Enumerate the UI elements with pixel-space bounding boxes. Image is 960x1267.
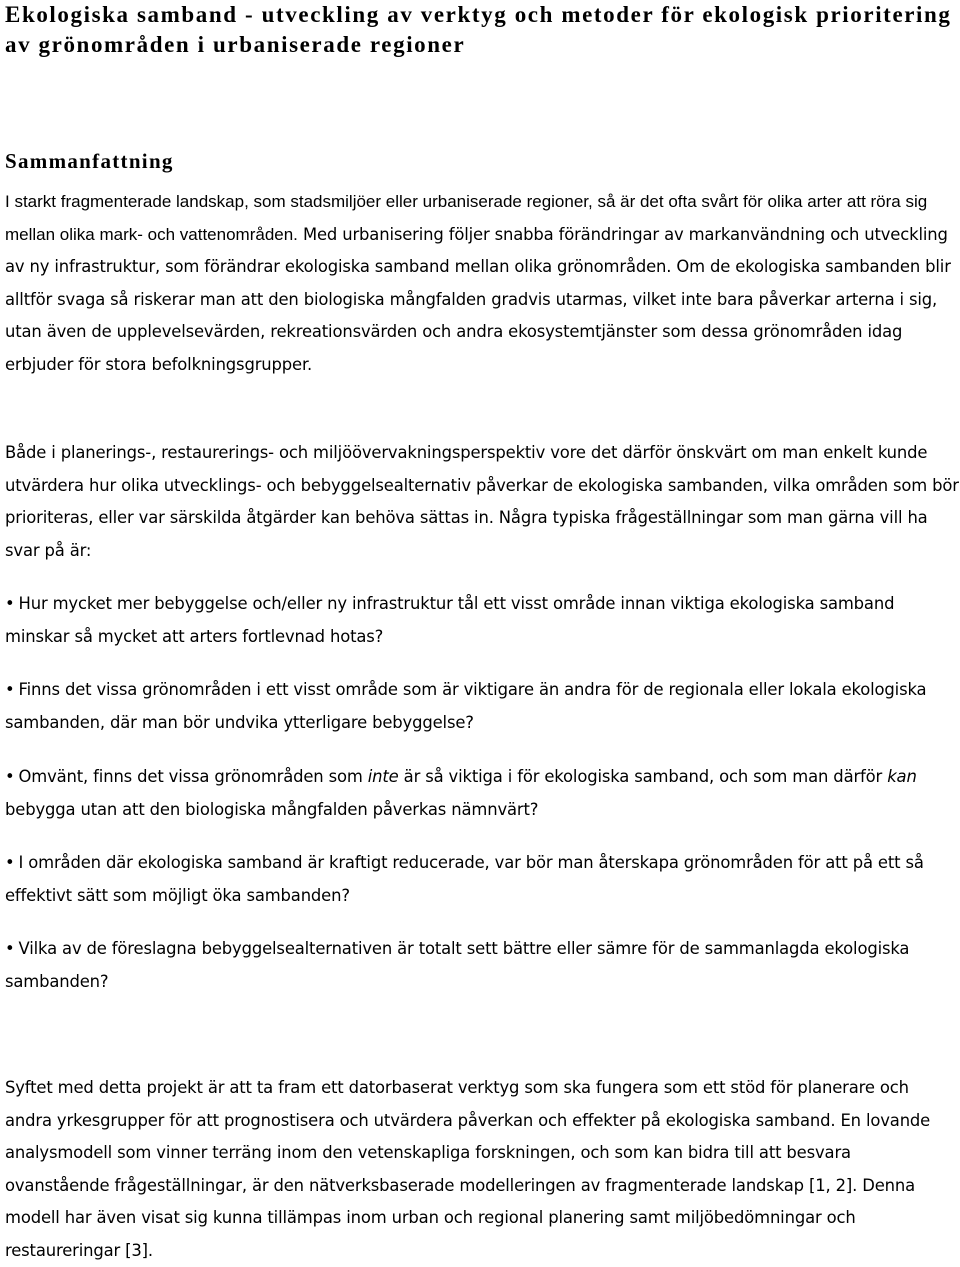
bullet-item-1 <box>5 588 960 653</box>
bullet-icon: • <box>5 680 15 699</box>
paragraph-intro-lead: I starkt fragmenterade landskap, som stadsmiljöer eller urbaniserade regioner, så är det ofta svårt för olika arter att röra sig mellan olika mark- och vattenområden. <box>5 192 928 244</box>
emphasis-text: kan <box>887 767 917 786</box>
document-title: Ekologiska samband - utveckling av verktyg och metoder för ekologisk prioritering av grönområden i urbaniserade regioner <box>5 2 952 57</box>
section-heading-summary: Sammanfattning <box>5 149 174 173</box>
bullet-item-text: Finns det vissa grönområden i ett visst område som är viktigare än andra för de regionala eller lokala ekologiska sambanden, där man bör undvika ytterligare bebyggelse? <box>5 680 927 732</box>
paragraph-purpose: Syftet med detta projekt är att ta fram ett datorbaserat verktyg som ska fungera som ett stöd för planerare och andra yrkesgrupper för att prognostisera och utvärdera påverkan och effekter på ekologiska samband. En lovande analysmodell som vinner terräng inom den vetenskapliga forskningen, och som kan bidra till att besvara ovanstående frågeställningar, är den nätverksbaserade modelleringen av fragmenterade landskap [1, 2]. Denna modell har även visat sig kunna tillämpas inom urban och regional planering samt miljöbedömningar och restaureringar [3]. <box>5 1078 931 1260</box>
bullet-item-3 <box>5 761 960 826</box>
bullet-icon: • <box>5 853 15 872</box>
bullet-item-5 <box>5 933 960 998</box>
bullet-item-text: är så viktiga i för ekologiska samband, och som man därför <box>398 767 888 786</box>
bullet-item-text: Omvänt, finns det vissa grönområden som <box>18 767 368 786</box>
bullet-item-text: Hur mycket mer bebyggelse och/eller ny infrastruktur tål ett visst område innan viktiga ekologiska samband minskar så mycket att arters fortlevnad hotas? <box>5 594 895 646</box>
bullet-item-text: Vilka av de föreslagna bebyggelsealternativen är totalt sett bättre eller sämre för de sammanlagda ekologiska sambanden? <box>5 939 910 991</box>
bullet-item-4 <box>5 847 960 912</box>
bullet-icon: • <box>5 767 15 786</box>
paragraph-intro <box>5 186 960 381</box>
bullet-item-2 <box>5 674 960 739</box>
paragraph-perspective: Både i planerings-, restaurerings- och miljöövervakningsperspektiv vore det därför önskvärt om man enkelt kunde utvärdera hur olika utvecklings- och bebyggelsealternativ påverkar de ekologiska sambanden, vilka områden som bör prioriteras, eller var särskilda åtgärder kan behöva sättas in. Några typiska frågeställningar som man gärna vill ha svar på är: <box>5 443 959 560</box>
bullet-item-text: bebygga utan att den biologiska mångfalden påverkas nämnvärt? <box>5 799 539 819</box>
emphasis-text: inte <box>367 767 399 786</box>
paragraph-intro-rest: Med urbanisering följer snabba förändringar av markanvändning och utveckling av ny infrastruktur, som förändrar ekologiska samband mellan olika grönområden. Om de ekologiska sambanden blir alltför svaga så riskerar man att den biologiska mångfalden gradvis utarmas, vilket inte bara påverkar arterna i sig, utan även de upplevelsevärden, rekreationsvärden och andra ekosystemtjänster som dessa grönområden idag erbjuder för stora befolkningsgrupper. <box>5 224 951 374</box>
bullet-icon: • <box>5 594 15 613</box>
bullet-icon: • <box>5 939 15 958</box>
bullet-item-text: I områden där ekologiska samband är kraftigt reducerade, var bör man återskapa grönområden för att på ett så effektivt sätt som möjligt öka sambanden? <box>5 853 924 905</box>
